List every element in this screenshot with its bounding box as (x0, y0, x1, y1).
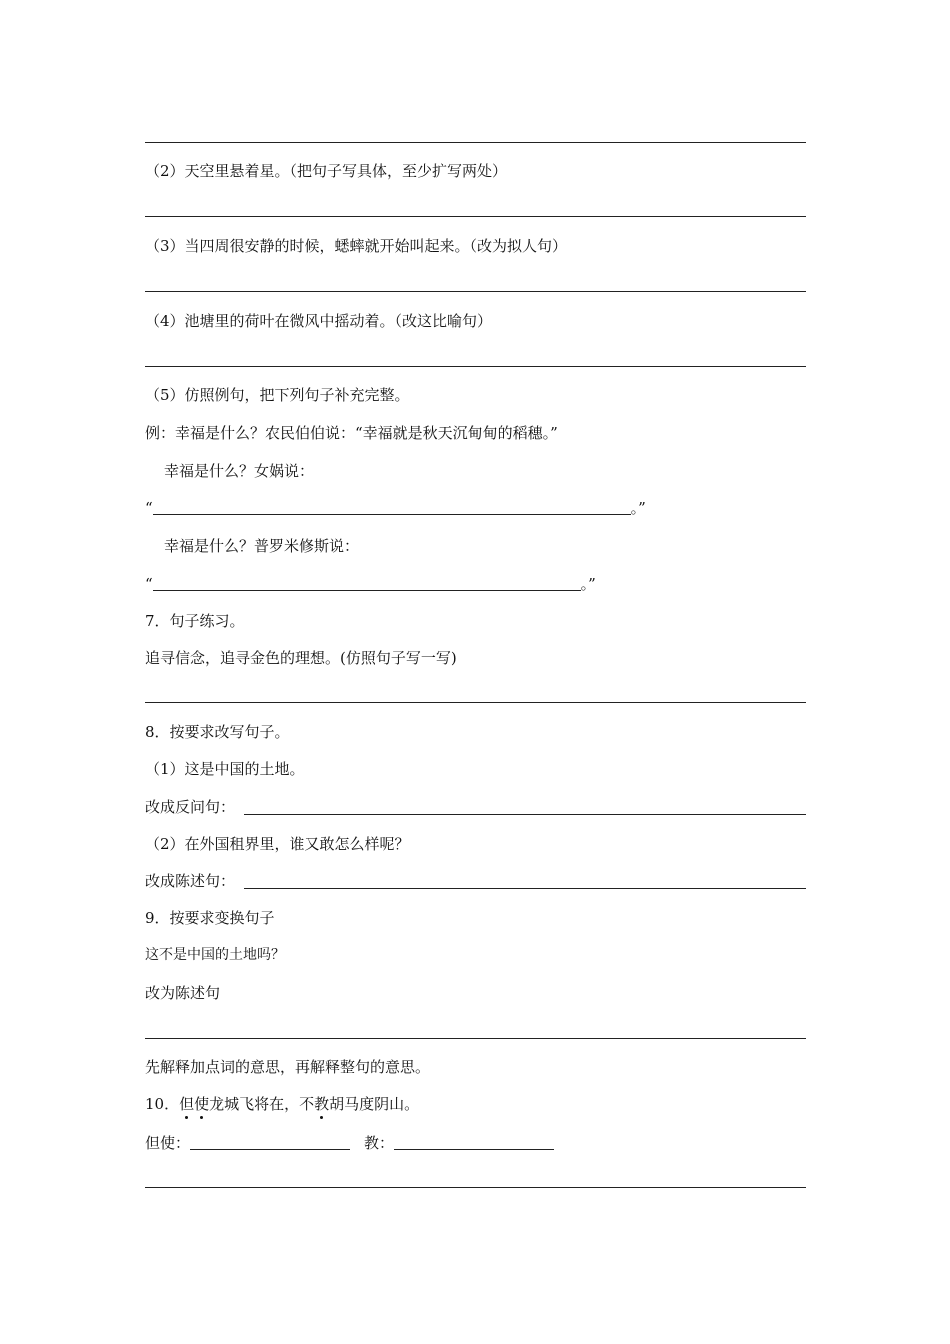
dotted-char: 但 (179, 1095, 195, 1113)
answer-line (145, 216, 806, 217)
q6-item3: （3）当四周很安静的时候，蟋蟀就开始叫起来。（改为拟人句） (145, 237, 568, 255)
q6-fill1 (145, 498, 646, 518)
open-quote: “ (145, 575, 153, 593)
answer-line (145, 1187, 806, 1188)
q9-title: 9．按要求变换句子 (145, 909, 275, 927)
q10-num: 10． (145, 1095, 180, 1113)
q6-prompt2: 幸福是什么？普罗米修斯说： (164, 537, 360, 555)
fill-blank[interactable] (153, 500, 631, 515)
dotted-char: 教 (314, 1095, 330, 1113)
answer-line (145, 366, 806, 367)
label-danshi: 但使： (145, 1134, 191, 1152)
q10-sentence (145, 1094, 419, 1114)
q6-item5: （5）仿照例句，把下列句子补充完整。 (145, 386, 410, 404)
open-quote: “ (145, 499, 153, 517)
q10-text: 龙城飞将在，不 (209, 1095, 315, 1113)
answer-line (244, 888, 806, 889)
q10-instruction: 先解释加点词的意思，再解释整句的意思。 (145, 1058, 431, 1076)
close-quote: 。” (630, 499, 646, 517)
q6-example: 例：幸福是什么？农民伯伯说：“幸福就是秋天沉甸甸的稻穗。” (145, 424, 558, 442)
label-jiao: 教： (364, 1134, 395, 1152)
dotted-char: 使 (194, 1095, 210, 1113)
q10-blanks (145, 1133, 554, 1153)
fill-blank[interactable] (190, 1135, 350, 1150)
q8-sub1-label: 改成反问句： (145, 798, 236, 816)
answer-line (145, 142, 806, 143)
fill-blank[interactable] (153, 576, 581, 591)
q6-item2: （2）天空里悬着星。（把句子写具体，至少扩写两处） (145, 162, 508, 180)
q9-task: 改为陈述句 (145, 984, 221, 1002)
q8-sub2-label: 改成陈述句： (145, 872, 236, 890)
q6-prompt1: 幸福是什么？女娲说： (164, 462, 315, 480)
q9-sentence: 这不是中国的土地吗？ (145, 947, 285, 963)
q6-item4: （4）池塘里的荷叶在微风中摇动着。（改这比喻句） (145, 312, 493, 330)
close-quote: 。” (580, 575, 596, 593)
q6-fill2 (145, 574, 596, 594)
answer-line (145, 1038, 806, 1039)
q8-sub2: （2）在外国租界里，谁又敢怎么样呢？ (145, 835, 410, 853)
q7-title: 7．句子练习。 (145, 612, 245, 630)
answer-line (145, 291, 806, 292)
fill-blank[interactable] (394, 1135, 554, 1150)
q7-task: 追寻信念，追寻金色的理想。(仿照句子写一写) (145, 649, 457, 667)
answer-line (145, 702, 806, 703)
q8-title: 8．按要求改写句子。 (145, 723, 290, 741)
answer-line (244, 814, 806, 815)
q8-sub1: （1）这是中国的土地。 (145, 760, 305, 778)
q10-text: 胡马度阴山。 (329, 1095, 420, 1113)
